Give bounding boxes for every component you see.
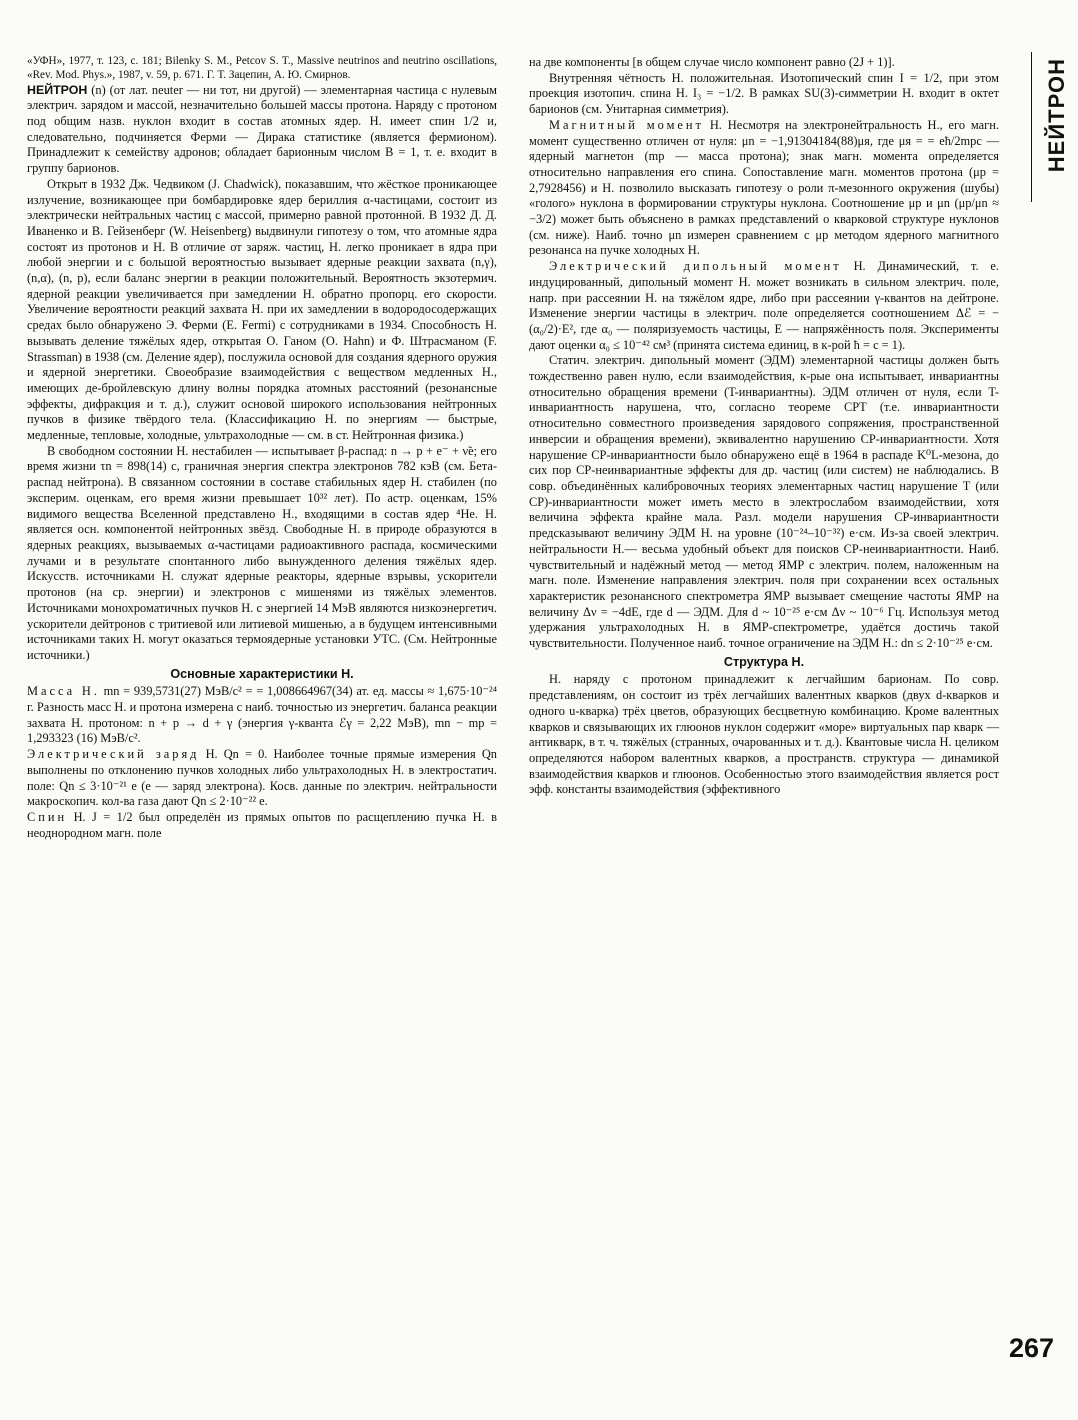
paragraph-mass [27, 684, 497, 747]
running-head-rule [1031, 52, 1033, 202]
mass-label: Масса Н. [27, 684, 100, 699]
spin-text: Н. J = 1/2 был определён из прямых опытов по расщеплению пучка Н. в неоднородном магн. поле [27, 809, 497, 840]
page-number: 267 [1008, 1333, 1054, 1363]
section-title-characteristics: Основные характеристики Н. [170, 666, 354, 681]
paragraph-free-state: В свободном состоянии Н. нестабилен — испытывает β-распад: n → p + e⁻ + ν̃e; его время жизни τn = 898(14) с, граничная энергия спектра электронов 782 кэВ (см. Бета-распад нейтрона). В связанном состоянии в составе стабильных ядер Н. стабилен (по эксперим. оценкам, его время жизни превышает 10³² лет). По астр. оценкам, 15% видимого вещества Вселенной представлено Н., входящими в состав ядер ⁴He. Н. является осн. компонентой нейтронных звёзд. Свободные Н. в природе образуются в ядерных реакциях, вызываемых α-частицами радиоактивного распада, космическими лучами и в результате спонтанного либо вынужденного деления тяжёлых ядер. Искусств. источниками Н. служат ядерные реакторы, ядерные взрывы, ускорители протонов (на ср. энергии) и электронов с мишенями из тяжёлых элементов. Источниками монохроматичных пучков Н. с энергией 14 МэВ являются низкоэнергетич. ускорители дейтронов с тритиевой или литиевой мишенью, а в будущем интенсивными источниками таких Н. могут оказаться термоядерные установки УТС. (См. Нейтронные источники.) [27, 443, 497, 662]
paragraph-dipole-moment [529, 259, 999, 353]
paragraph-edm: Статич. электрич. дипольный момент (ЭДМ) элементарной частицы должен быть тождественно равен нулю, если взаимодействия, к-рые она испытывает, инвариантны относительно обращения времени (T-инвариантны). ЭДМ отличен от нуля, если T-инвариантность нарушена, что, согласно теореме CPT (т.е. инвариантности относительно совместного произведения зарядового сопряжения, пространственной инверсии и обращения времени), эквивалентно нарушению CP-инвариантности. Хотя нарушение CP-инвариантности было обнаружено ещё в 1964 в распаде K⁰L-мезона, до сих пор CP-неинвариантные эффекты для др. частиц (или систем) не наблюдались. В совр. объединённых калибровочных теориях элементарных частиц нарушение T (или CP)-инвариантности может иметь место в электрослабом взаимодействии, хотя величина эффекта крайне мала. Разл. модели нарушения CP-инвариантности предсказывают величину ЭДМ Н. на уровне (10⁻²⁴–10⁻³²) e·см. Из-за своей электрич. нейтральности Н.— весьма удобный объект для поисков CP-неинвариантности. Наиб. чувствительный и надёжный метод — метод ЯМР с электрич. полем, наложенным на магн. поле. Изменение направления электрич. поля при сохранении всех остальных характеристик резонансного спектрометра ЯМР вызывает смещение частоты ЯМР на величину Δν = −4dE, где d — ЭДМ. Для d ~ 10⁻²⁵ e·см Δν ~ 10⁻⁶ Гц. Используя метод удержания ультрахолодных Н. в ЯМР-спектрометре, удаётся достичь такой чувствительности. Полученное наиб. точное ограничение на ЭДМ Н.: dn ≤ 2·10⁻²⁵ e·см. [529, 353, 999, 651]
right-column [529, 55, 999, 798]
charge-label: Электрический заряд [27, 747, 200, 762]
running-head: НЕЙТРОН [1044, 58, 1069, 173]
intro-text: (n) (от лат. neuter — ни тот, ни другой) — элементарная частица с нулевым электрич. зарядом и массой, незначительно большей массы протона. Наряду с протоном под общим назв. нуклон входит в состав атомных ядер. Н. имеет спин 1/2 и, следовательно, подчиняется Ферми — Дирака статистике (является фермионом). Принадлежит к семейству адронов; обладает барионным числом B = 1, т. е. входит в группу барионов. [27, 82, 497, 176]
paragraph-discovery: Открыт в 1932 Дж. Чедвиком (J. Chadwick), показавшим, что жёсткое проникающее излучение, возникающее при бомбардировке ядер бериллия α-частицами, состоит из электрически нейтральных частиц с массой, примерно равной протонной. В 1932 Д. Д. Иваненко и В. Гейзенберг (W. Heisenberg) выдвинули гипотезу о том, что атомные ядра состоят из протонов и Н. В отличие от заряж. частиц, Н. легко проникает в ядра при любой энергии и с большой вероятностью вызывает ядерные реакции захвата (n,γ), (n,α), (n, p), если баланс энергии в реакции положительный. Вероятность экзотермич. ядерной реакции увеличивается при замедлении Н. обратно пропорц. его скорости. Увеличение вероятности реакций захвата Н. при их замедлении в водородосодержащих средах было обнаружено Э. Ферми (E. Fermi) с сотрудниками в 1934. Способность Н. вызывать деление тяжёлых ядер, открытая О. Ганом (O. Hahn) и Ф. Штрасманом (F. Strassman) в 1938 (см. Деление ядер), послужила основой для создания ядерного оружия и ядерной энергетики. Своеобразие взаимодействия с веществом медленных Н., имеющих де-бройлевскую длину волны порядка атомных расстояний (резонансные эффекты, дифракция и т. д.), служит основой широкого использования нейтронных пучков в физике твёрдого тела. (Классификацию Н. по энергиям — быстрые, медленные, тепловые, холодные, ультрахолодные — см. в ст. Нейтронная физика.) [27, 176, 497, 443]
dipole-text: Н. Динамический, т. е. индуцированный, дипольный момент Н. может возникать в сильном электрич. поле, напр. при рассеянии Н. на тяжёлом ядре, либо при рассеянии γ-квантов на дейтроне. Изменение энергии частицы в электрич. поле определяется соотношением Δℰ = −(α₀/2)·E², где α₀ — поляризуемость частицы, E — напряжённость поля. Эксперименты дают оценки α₀ ≤ 10⁻⁴² см³ (принята система единиц, в к-рой ħ = c = 1). [529, 259, 1000, 352]
reference-entry: «УФН», 1977, т. 123, с. 181; Bilenky S. M., Petcov S. T., Massive neutrinos and neutrino oscillations, «Rev. Mod. Phys.», 1987, v. 59, p. 671. Г. Т. Зацепин, А. Ю. Смирнов. [27, 55, 497, 81]
paragraph-magnetic-moment [529, 118, 999, 259]
paragraph-parity: Внутренняя чётность Н. положительная. Изотопический спин I = 1/2, при этом проекция изотопич. спина Н. I₃ = −1/2. В рамках SU(3)-симметрии Н. входит в октет барионов (см. Унитарная симметрия). [529, 70, 999, 117]
paragraph-charge [27, 747, 497, 810]
charge-text: Н. Qn = 0. Наиболее точные прямые измерения Qn выполнены по отклонению пучков холодных либо ультрахолодных Н. в электростатич. поле: Qn ≤ 3·10⁻²¹ e (e — заряд электрона). Косв. данные по электрич. нейтральности макроскопич. кол-ва газа дают Qn ≤ 2·10⁻²² e. [27, 747, 497, 809]
paragraph-spin-continued: на две компоненты [в общем случае число компонент равно (2J + 1)]. [529, 55, 895, 69]
paragraph-structure: Н. наряду с протоном принадлежит к легчайшим барионам. По совр. представлениям, он состоит из трёх легчайших валентных кварков (двух d-кварков и одного u-кварка) трёх цветов, образующих бесцветную комбинацию. Кроме валентных кварков и связывающих их глюонов нуклон содержит «море» виртуальных пар кварк — антикварк, в т. ч. тяжёлых (странных, очарованных и т. д.). Квантовые числа Н. целиком определяются набором валентных кварков, а пространств. структура — динамикой взаимодействия кварков и глюонов. Особенностью этого взаимодействия является рост эфф. константы взаимодействия (эффективного [529, 672, 999, 797]
spin-label: Спин [27, 809, 68, 824]
section-title-structure: Структура Н. [723, 654, 805, 669]
magnetic-text: Н. Несмотря на электронейтральность Н., его магн. момент существенно отличен от нуля: μn = −1,91304184(88)μя, где μя = = eħ/2mpc — ядерный магнетон (mp — масса протона); знак магн. момента определяется относительно направления его спина. Сопоставление магн. моментов протона (μp = 2,7928456) и Н. позволило высказать гипотезу о роли π-мезонного окружения (шубы) «голого» нуклона в формировании структуры нуклона. Соотношение μp и μn (μp/μn ≈ −3/2) может быть объяснено в рамках представлений о кварковой структуре нуклонов (см. ниже). Наиб. точно μn измерен сравнением с μp методом ядерного магнитного резонанса на пучке холодных Н. [529, 117, 999, 258]
left-column [27, 55, 497, 841]
dipole-label: Электрический дипольный момент [549, 259, 842, 274]
magnetic-label: Магнитный момент [549, 117, 704, 132]
article-intro [27, 83, 497, 177]
paragraph-spin [27, 810, 497, 841]
article-headword: НЕЙТРОН [27, 82, 88, 97]
mass-text: mn = 939,5731(27) МэВ/c² = = 1,008664967(34) ат. ед. массы ≈ 1,675·10⁻²⁴ г. Разность масс Н. и протона измерена с наиб. точностью из энергетич. баланса реакции захвата Н. протоном: n + p → d + γ (энергия γ-кванта ℰγ = 2,22 МэВ), mn − mp = 1,293323 (16) МэВ/c². [27, 684, 498, 746]
